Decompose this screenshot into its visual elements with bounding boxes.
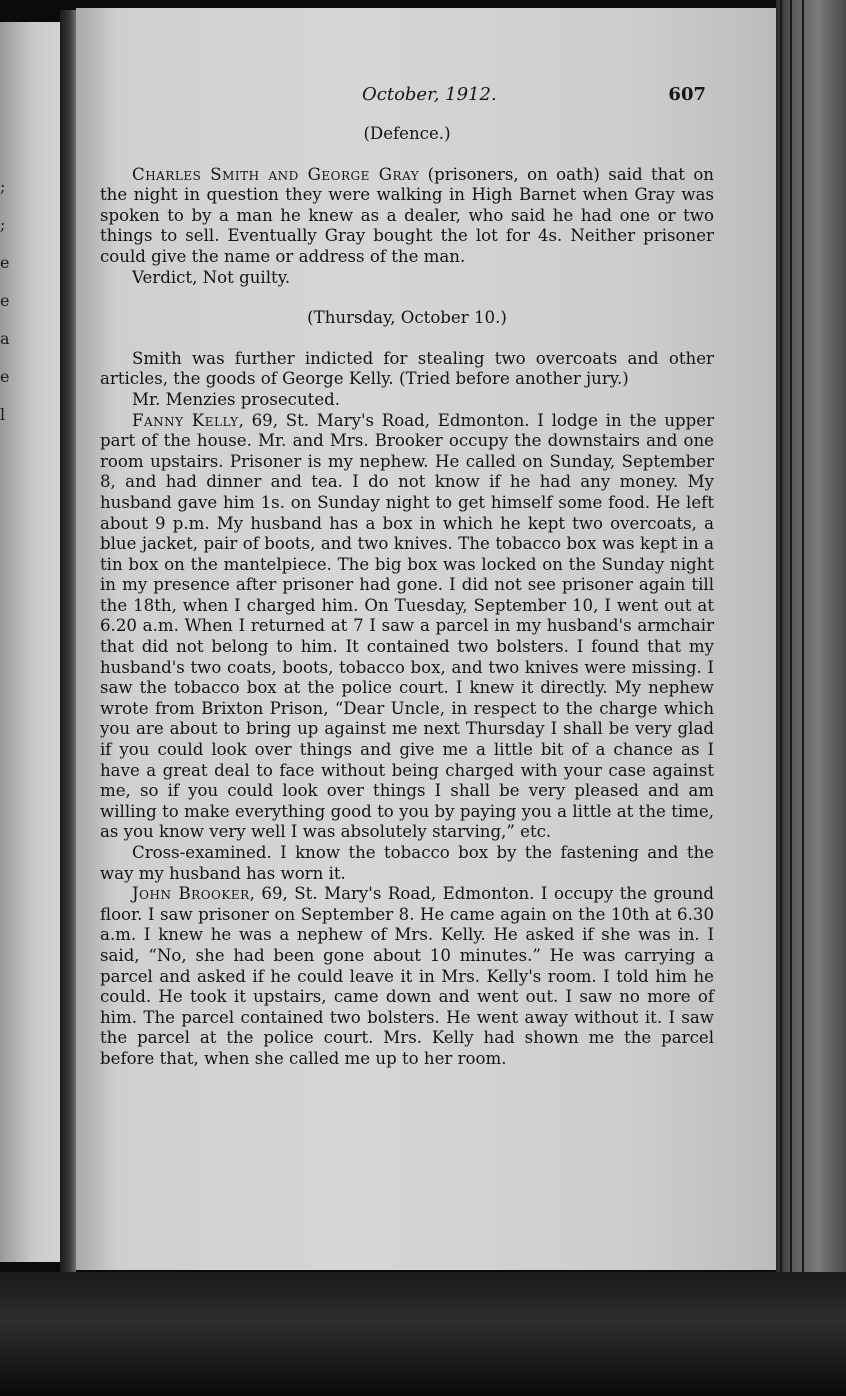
paragraph-defence <box>100 165 714 268</box>
verdict: Verdict, Not guilty. <box>132 267 291 287</box>
witness-name: John Brooker <box>132 884 250 904</box>
paragraph-text: , 69, St. Mary's Road, Edmonton. I lodge in the upper part of the house. Mr. and Mrs. Brooker occupy the downstairs and one room upstairs. Prisoner is my nephew. He called on Sunday, September 8, and had dinner and tea. I do not know if he had any money. My husband gave him 1s. on Sunday night to get himself some food. He left about 9 p.m. My husband has a box in which he kept two overcoats, a blue jacket, pair of boots, and two knives. The tobacco box was kept in a tin box on the mantelpiece. The big box was locked on the Sunday night in my presence after prisoner had gone. I did not see prisoner again till the 18th, when I charged him. On Tuesday, September 10, I went out at 6.20 a.m. When I returned at 7 I saw a parcel in my husband's armchair that did not belong to him. It contained two bolsters. I found that my husband's two coats, boots, tobacco box, and two knives were missing. I saw the tobacco box at the police court. I knew it directly. My nephew wrote from Brixton Prison, “Dear Uncle, in respect to the charge which you are about to bring up against me next Thursday I shall be very glad if you could look over things and give me a little bit of a chance as I have a great deal to face without being charged with your case against me, so if you could look over things I shall be very pleased and am willing to make everything good to you by paying you a little at the time, as you know very well I was absolutely starving,” etc. <box>100 410 714 842</box>
bottom-shadow <box>0 1272 846 1396</box>
paragraph-fanny-kelly <box>100 411 714 843</box>
paragraph-text: (prisoners, on oath) said that on the night in question they were walking in High Barnet when Gray was spoken to by a man he knew as a dealer, who said he had one or two things to sell. Eventually Gray bought the lot for 4s. Neither prisoner could give the name or address of the man. <box>100 164 714 266</box>
paragraph-text: , 69, St. Mary's Road, Edmonton. I occupy the ground floor. I saw prisoner on September 8. He came again on the 10th at 6.30 a.m. I knew he was a nephew of Mrs. Kelly. He asked if she was in. I said, “No, she had been gone about 10 minutes.” He was carrying a parcel and asked if he could leave it in Mrs. Kelly's room. I told him he could. He took it upstairs, came down and went out. I saw no more of him. The parcel contained two bolsters. He went away without it. I saw the parcel at the police court. Mrs. Kelly had shown me the parcel before that, when she called me up to her room. <box>100 884 714 1068</box>
page-body <box>100 124 714 1070</box>
page-header <box>76 84 776 106</box>
left-page-edge <box>0 22 60 1262</box>
left-fragment: a <box>0 329 10 348</box>
left-fragment: l <box>0 405 6 424</box>
witness-name: Fanny Kelly <box>132 410 239 430</box>
date-heading: (Thursday, October 10.) <box>307 308 507 328</box>
paragraph-john-brooker <box>100 884 714 1069</box>
left-fragment: ; <box>0 215 6 234</box>
paragraph-indictment: Smith was further indicted for stealing two overcoats and other articles, the goods of George Kelly. (Tried before another jury.) <box>100 348 714 389</box>
book-page <box>76 8 776 1270</box>
right-page-edges <box>776 0 846 1340</box>
left-fragment: e <box>0 367 10 386</box>
running-head: October, 1912. <box>362 84 497 105</box>
left-fragment: e <box>0 291 10 310</box>
book-gutter <box>60 10 76 1272</box>
defence-heading: (Defence.) <box>363 124 451 143</box>
left-fragment: ; <box>0 177 6 196</box>
left-page-fragments <box>0 177 14 443</box>
page-number: 607 <box>668 84 706 105</box>
paragraph-prosecution: Mr. Menzies prosecuted. <box>132 389 341 409</box>
left-fragment: e <box>0 253 10 272</box>
defendant-names: Charles Smith and George Gray <box>132 164 420 184</box>
paragraph-cross-examination: Cross-examined. I know the tobacco box by the fastening and the way my husband has worn it. <box>100 843 714 883</box>
